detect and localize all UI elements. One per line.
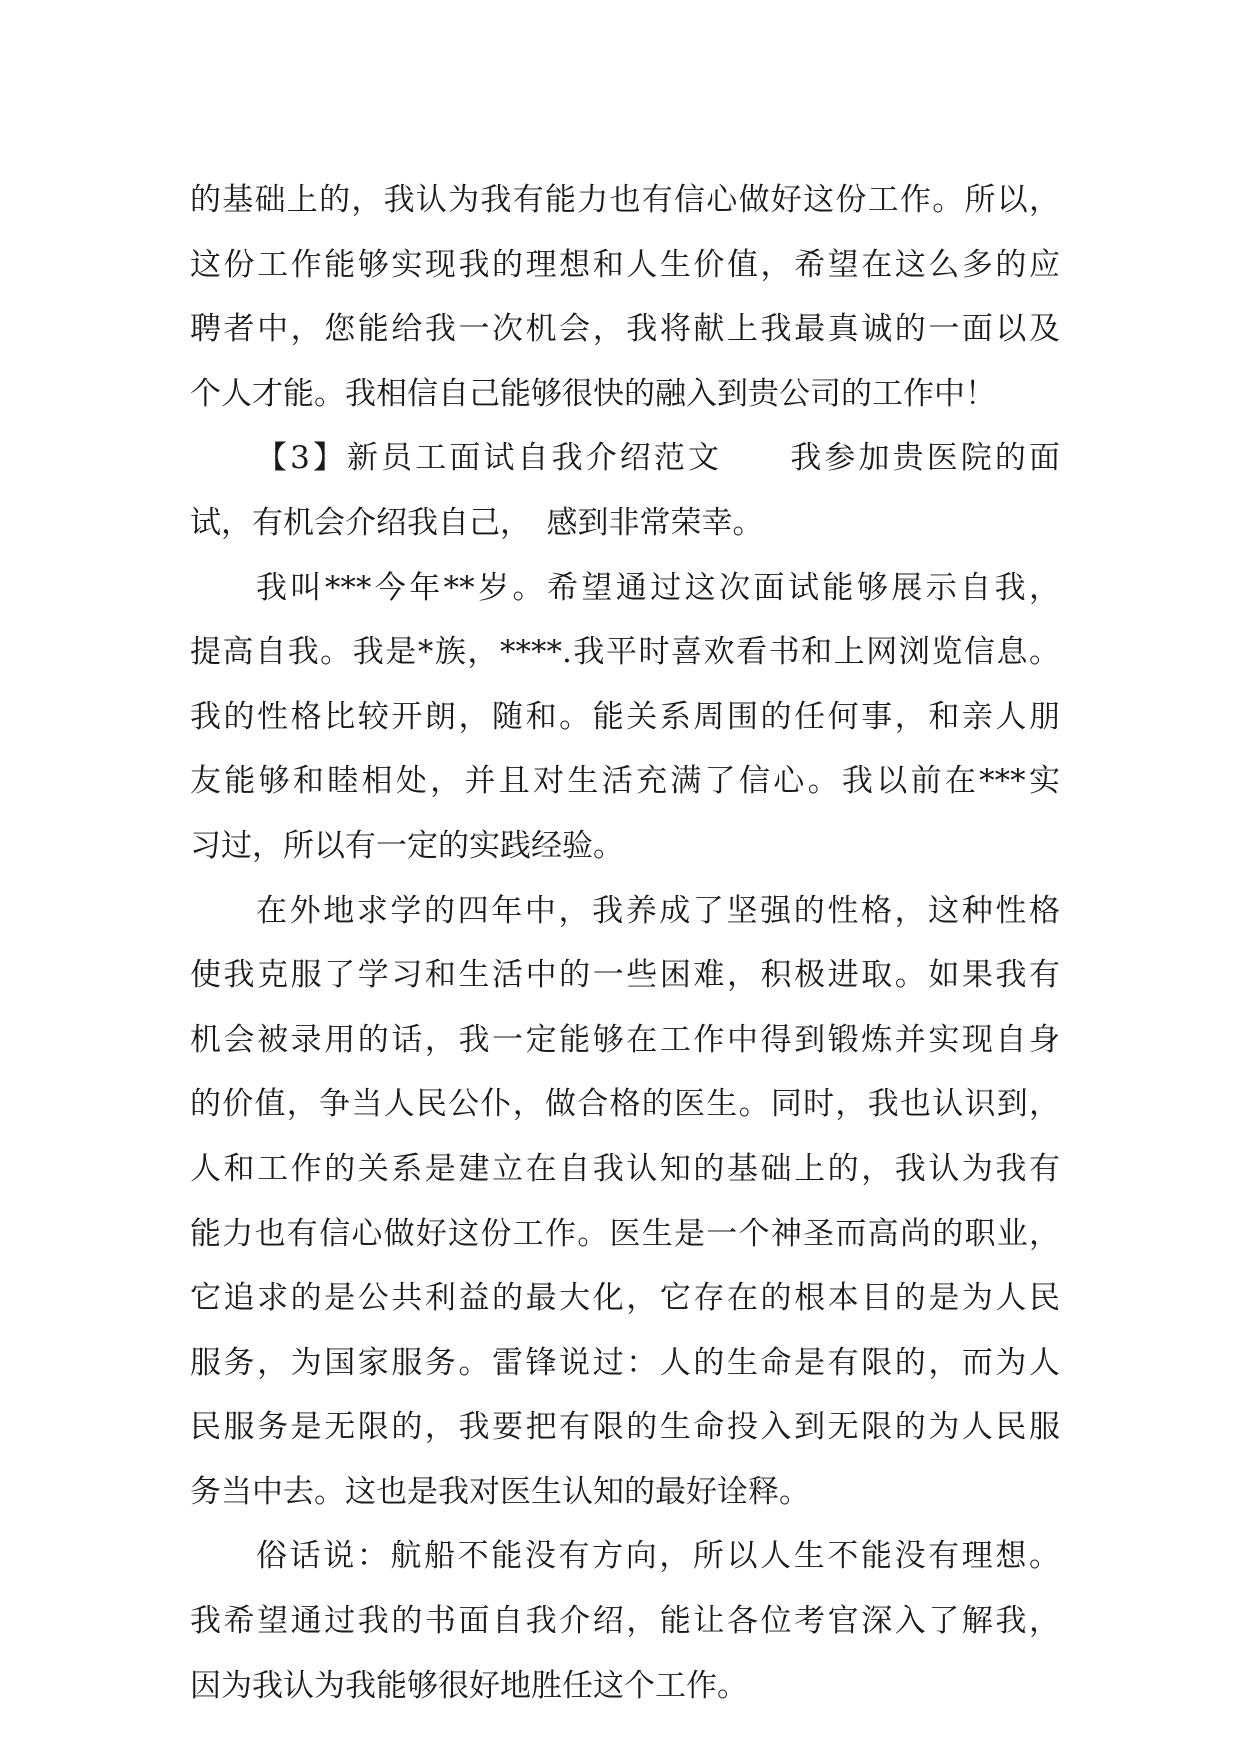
paragraph-start-line: 我叫***今年**岁。希望通过这次面试能够展示自我， (256, 569, 1060, 606)
text-line: 我希望通过我的书面自我介绍，能让各位考官深入了解我， (190, 1603, 1060, 1640)
text-line: 因为我认为我能够很好地胜任这个工作。 (190, 1667, 748, 1704)
text-line: 这份工作能够实现我的理想和人生价值，希望在这么多的应 (190, 246, 1060, 283)
text-line: 我的性格比较开朗，随和。能关系周围的任何事，和亲人朋 (190, 698, 1060, 735)
paragraph-start-line: 俗话说：航船不能没有方向，所以人生不能没有理想。 (256, 1538, 1060, 1575)
body-text (190, 168, 1060, 1718)
paragraph-start-line: 在外地求学的四年中，我养成了坚强的性格，这种性格 (256, 892, 1060, 929)
text-line: 提高自我。我是*族，****.我平时喜欢看书和上网浏览信息。 (190, 634, 1060, 671)
text-line: 使我克服了学习和生活中的一些困难，积极进取。如果我有 (190, 957, 1060, 994)
text-line: 习过，所以有一定的实践经验。 (190, 827, 624, 864)
text-line: 务当中去。这也是我对医生认知的最好诠释。 (190, 1473, 810, 1510)
text-line: 能力也有信心做好这份工作。医生是一个神圣而高尚的职业， (190, 1215, 1060, 1252)
text-line: 民服务是无限的，我要把有限的生命投入到无限的为人民服 (190, 1409, 1060, 1446)
text-line: 的价值，争当人民公仆，做合格的医生。同时，我也认识到， (190, 1086, 1060, 1123)
text-line: 个人才能。我相信自己能够很快的融入到贵公司的工作中！ (190, 375, 996, 412)
text-line: 它追求的是公共利益的最大化，它存在的根本目的是为人民 (190, 1280, 1060, 1317)
section-heading-line: 【3】新员工面试自我介绍范文 我参加贵医院的面 (256, 440, 1060, 477)
text-line: 的基础上的，我认为我有能力也有信心做好这份工作。所以， (190, 182, 1060, 218)
text-line: 服务，为国家服务。雷锋说过：人的生命是有限的，而为人 (190, 1344, 1060, 1381)
text-line: 友能够和睦相处，并且对生活充满了信心。我以前在***实 (190, 763, 1060, 800)
text-line: 聘者中，您能给我一次机会，我将献上我最真诚的一面以及 (190, 311, 1060, 348)
text-line: 试，有机会介绍我自己， 感到非常荣幸。 (190, 504, 764, 541)
text-line: 人和工作的关系是建立在自我认知的基础上的，我认为我有 (190, 1150, 1060, 1187)
text-line: 机会被录用的话，我一定能够在工作中得到锻炼并实现自身 (190, 1021, 1060, 1058)
